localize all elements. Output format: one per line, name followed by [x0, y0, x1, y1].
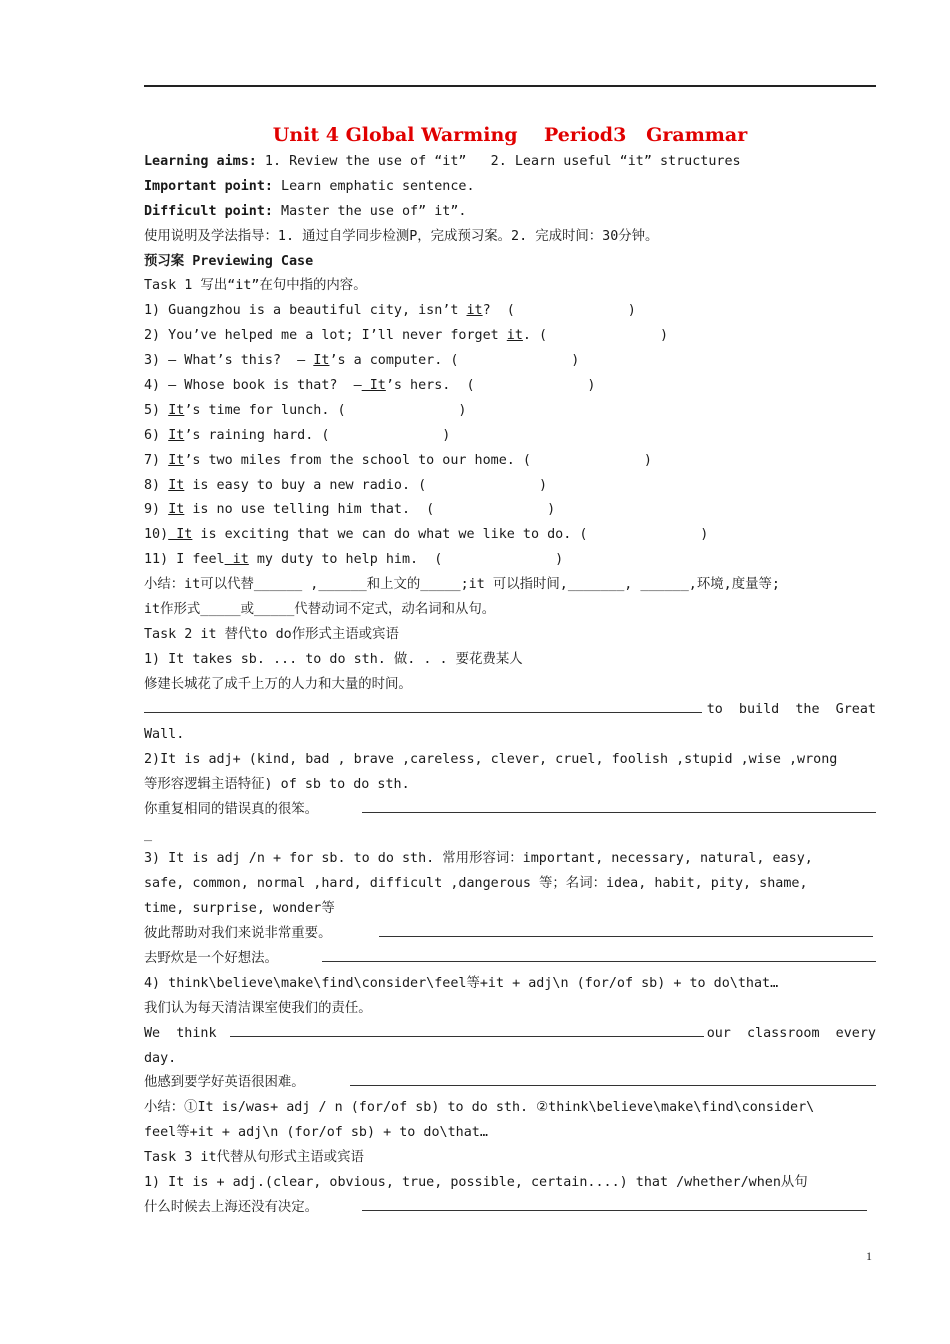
task2-title: Task 2 it 替代to do作形式主语或宾语: [144, 627, 399, 642]
task2-answer-line: to build the Great: [144, 700, 876, 720]
answer-blank[interactable]: [362, 800, 876, 813]
task1-item: 1) Guangzhou is a beautiful city, isn’t it? ( ): [144, 303, 636, 318]
difficult-text: Master the use of” it”.: [273, 204, 467, 219]
answer-blank[interactable]: [362, 1198, 867, 1211]
task2-rule: 4) think\believe\make\find\consider\feel等+it + adj\n (for/of sb) + to do\that…: [144, 976, 779, 991]
task2-rule: 2)It is adj+ (kind, bad , brave ,careless, clever, cruel, foolish ,stupid ,wise ,wrong: [144, 752, 838, 767]
instructions: 使用说明及学法指导：1. 通过自学同步检测P，完成预习案。2. 完成时间：30分钟。: [144, 229, 659, 244]
difficult-label: Difficult point:: [144, 204, 273, 219]
task1-item: 3) — What’s this? — It’s a computer. ( ): [144, 353, 580, 368]
page-number: 1: [866, 1249, 872, 1263]
learning-aims: [144, 152, 876, 172]
task3-rule: 1) It is + adj.(clear, obvious, true, possible, certain....) that /whether/when从句: [144, 1175, 808, 1190]
task2-rule: safe, common, normal ,hard, difficult ,dangerous 等；名词：idea, habit, pity, shame,: [144, 876, 808, 891]
task1-item: 8) It is easy to buy a new radio. ( ): [144, 478, 548, 493]
aims-text: 1. Review the use of “it” 2. Learn useful “it” structures: [256, 154, 741, 169]
task2-summary: 小结：①It is/was+ adj / n (for/of sb) to do sth. ②think\believe\make\find\consider\: [144, 1100, 815, 1115]
task1-summary: it作形式_____或_____代替动词不定式，动名词和从句。: [144, 602, 496, 617]
task2-prompt: 彼此帮助对我们来说非常重要。: [144, 924, 876, 944]
task1-summary: 小结：it可以代替______ ,______和上文的_____;it 可以指时间,_______, ______,环境,度量等;: [144, 577, 780, 592]
task2-wrap: _: [144, 827, 153, 842]
task2-summary: feel等+it + adj\n (for/of sb) + to do\that…: [144, 1125, 488, 1140]
task2-rule: 3) It is adj /n + for sb. to do sth. 常用形容词：important, necessary, natural, easy,: [144, 851, 813, 866]
answer-blank[interactable]: [379, 924, 873, 937]
header-rule: [144, 85, 876, 87]
answer-blank[interactable]: [322, 949, 876, 962]
task1-item: 6) It’s raining hard. ( ): [144, 428, 451, 443]
section-title: 预习案 Previewing Case: [144, 254, 314, 269]
task3-prompt: 什么时候去上海还没有决定。: [144, 1198, 876, 1218]
page-title: Unit 4 Global Warming Period3 Grammar: [272, 124, 748, 146]
task1-item: 11) I feel it my duty to help him. ( ): [144, 552, 564, 567]
answer-blank[interactable]: [350, 1073, 876, 1086]
task1-title: Task 1 写出“it”在句中指的内容。: [144, 278, 367, 293]
task2-rule: 等形容逻辑主语特征) of sb to do sth.: [144, 777, 410, 792]
task1-item: 9) It is no use telling him that. ( ): [144, 502, 556, 517]
task1-item: 7) It’s two miles from the school to our home. ( ): [144, 453, 652, 468]
task2-rule: time, surprise, wonder等: [144, 901, 335, 916]
important-point: [144, 177, 876, 197]
task2-prompt: 他感到要学好英语很困难。: [144, 1073, 876, 1093]
important-label: Important point:: [144, 179, 273, 194]
aims-label: Learning aims:: [144, 154, 257, 169]
task1-item: 4) — Whose book is that? — It’s hers. ( ): [144, 378, 596, 393]
answer-blank[interactable]: [230, 1024, 704, 1037]
task2-answer-line: We think our classroom every: [144, 1026, 876, 1041]
important-text: Learn emphatic sentence.: [273, 179, 475, 194]
task2-prompt: 我们认为每天清洁课室使我们的责任。: [144, 1001, 372, 1016]
task2-rule: 1) It takes sb. ... to do sth. 做. . . 要花费某人: [144, 652, 523, 667]
task3-title: Task 3 it代替从句形式主语或宾语: [144, 1150, 364, 1165]
task2-wrap: Wall.: [144, 727, 185, 742]
difficult-point: [144, 202, 876, 222]
task2-wrap: day.: [144, 1051, 177, 1066]
answer-blank[interactable]: [144, 700, 702, 713]
task1-item: 10) It is exciting that we can do what we like to do. ( ): [144, 527, 709, 542]
task1-item: 2) You’ve helped me a lot; I’ll never forget it. ( ): [144, 328, 669, 343]
task1-item: 5) It’s time for lunch. ( ): [144, 403, 467, 418]
task2-prompt: 你重复相同的错误真的很笨。: [144, 800, 876, 820]
task2-prompt: 去野炊是一个好想法。: [144, 949, 876, 969]
task2-prompt: 修建长城花了成千上万的人力和大量的时间。: [144, 677, 412, 692]
